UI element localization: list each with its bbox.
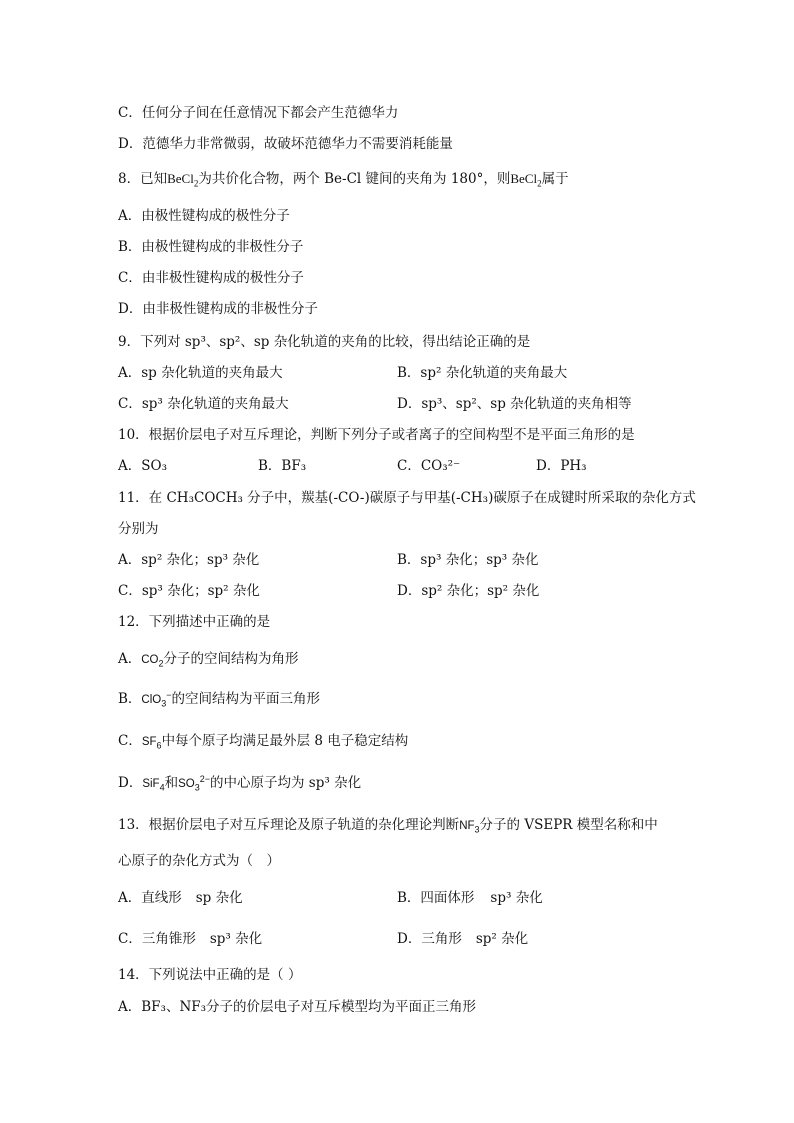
q10-option-d: D．PH₃ — [536, 458, 587, 474]
formula-clo3-ion: ClO$_3$− — [141, 690, 172, 709]
option-label: A． — [118, 651, 142, 667]
formula-sf6: $SF_6$ — [141, 736, 162, 751]
q12-option-a — [118, 650, 299, 669]
option-label: D．三角形 — [397, 931, 462, 947]
formula-co2: $CO_2$ — [141, 654, 164, 669]
formula-becl2: BeCl$_2$ — [167, 171, 199, 189]
q8-stem-part3: 属于 — [541, 171, 569, 187]
option-label: D． — [118, 775, 143, 791]
q12-option-d — [118, 774, 361, 793]
formula-becl2: BeCl$_2$ — [510, 171, 542, 189]
option-text: 和 — [164, 775, 179, 791]
q10-stem: 10．根据价层电子对互斥理论，判断下列分子或者离子的空间构型不是平面三角形的是 — [118, 427, 635, 443]
q8-stem-part2: 为共价化合物，两个 Be-Cl 键间的夹角为 180°，则 — [198, 171, 511, 187]
q13-option-b — [397, 889, 543, 907]
q11-option-d: D．sp² 杂化；sp² 杂化 — [397, 583, 540, 599]
option-text: 分子的空间结构为角形 — [163, 651, 299, 667]
option-text: 的中心原子均为 sp³ 杂化 — [210, 775, 362, 791]
q8-option-a: A．由极性键构成的极性分子 — [118, 208, 290, 224]
option-label: C．三角锥形 — [118, 931, 196, 947]
q14-stem: 14．下列说法中正确的是（ ） — [118, 967, 302, 983]
option-label: B． — [118, 691, 142, 707]
q9-option-a: A．sp 杂化轨道的夹角最大 — [118, 365, 283, 381]
q9-option-c: C．sp³ 杂化轨道的夹角最大 — [118, 396, 289, 412]
q7-option-c: C．任何分子间在任意情况下都会产生范德华力 — [118, 105, 399, 121]
q8-option-b: B．由极性键构成的非极性分子 — [118, 239, 304, 255]
q10-option-b: B．BF₃ — [258, 458, 307, 474]
q12-option-c — [118, 732, 408, 751]
q9-option-d: D．sp³、sp²、sp 杂化轨道的夹角相等 — [397, 396, 632, 412]
option-label: A．直线形 — [118, 890, 182, 906]
q13-stem-line1 — [118, 816, 658, 835]
option-text: 的空间结构为平面三角形 — [171, 691, 321, 707]
formula-nf3: $NF_3$ — [459, 820, 480, 835]
q10-option-c: C．CO₃²⁻ — [397, 458, 461, 474]
q14-option-a: A．BF₃、NF₃分子的价层电子对互斥模型均为平面正三角形 — [118, 999, 477, 1015]
option-hybridization: sp³ 杂化 — [490, 890, 543, 906]
q8-stem-part1: 8．已知 — [118, 171, 168, 187]
q8-stem — [118, 170, 569, 188]
q12-option-b — [118, 690, 320, 709]
option-label: B．四面体形 — [397, 890, 475, 906]
q9-stem: 9．下列对 sp³、sp²、sp 杂化轨道的夹角的比较，得出结论正确的是 — [118, 334, 531, 350]
q9-option-b: B．sp² 杂化轨道的夹角最大 — [397, 365, 568, 381]
q11-option-b: B．sp³ 杂化；sp³ 杂化 — [397, 552, 539, 568]
q11-stem-line2: 分别为 — [118, 521, 159, 537]
option-hybridization: sp² 杂化 — [475, 931, 529, 947]
q13-stem-part1: 13．根据价层电子对互斥理论及原子轨道的杂化理论判断 — [118, 817, 460, 833]
formula-sif4: SiF$_4$ — [142, 778, 165, 793]
option-hybridization: sp³ 杂化 — [209, 931, 263, 947]
q8-option-c: C．由非极性键构成的极性分子 — [118, 270, 304, 286]
q13-stem-line2: 心原子的杂化方式为（ ） — [118, 853, 280, 869]
q10-option-a: A．SO₃ — [118, 458, 167, 474]
q8-option-d: D．由非极性键构成的非极性分子 — [118, 301, 318, 317]
q13-stem-part2: 分子的 VSEPR 模型名称和中 — [479, 817, 658, 833]
q13-option-a — [118, 889, 243, 907]
q11-option-c: C．sp³ 杂化；sp² 杂化 — [118, 583, 260, 599]
q11-option-a: A．sp² 杂化；sp³ 杂化 — [118, 552, 260, 568]
option-text: 中每个原子均满足最外层 8 电子稳定结构 — [161, 733, 409, 749]
option-label: C． — [118, 733, 142, 749]
q12-stem: 12．下列描述中正确的是 — [118, 614, 271, 630]
q13-option-d — [397, 930, 528, 948]
q13-option-c — [118, 930, 262, 948]
option-hybridization: sp 杂化 — [195, 890, 243, 906]
q11-stem-line1: 11．在 CH₃COCH₃ 分子中，羰基(-CO-)碳原子与甲基(-CH₃)碳原子在成键时所采取的杂化方式 — [118, 490, 696, 506]
formula-so3-ion: $SO_3^{2-}$ — [178, 774, 210, 793]
q7-option-d: D．范德华力非常微弱，故破坏范德华力不需要消耗能量 — [118, 136, 453, 152]
